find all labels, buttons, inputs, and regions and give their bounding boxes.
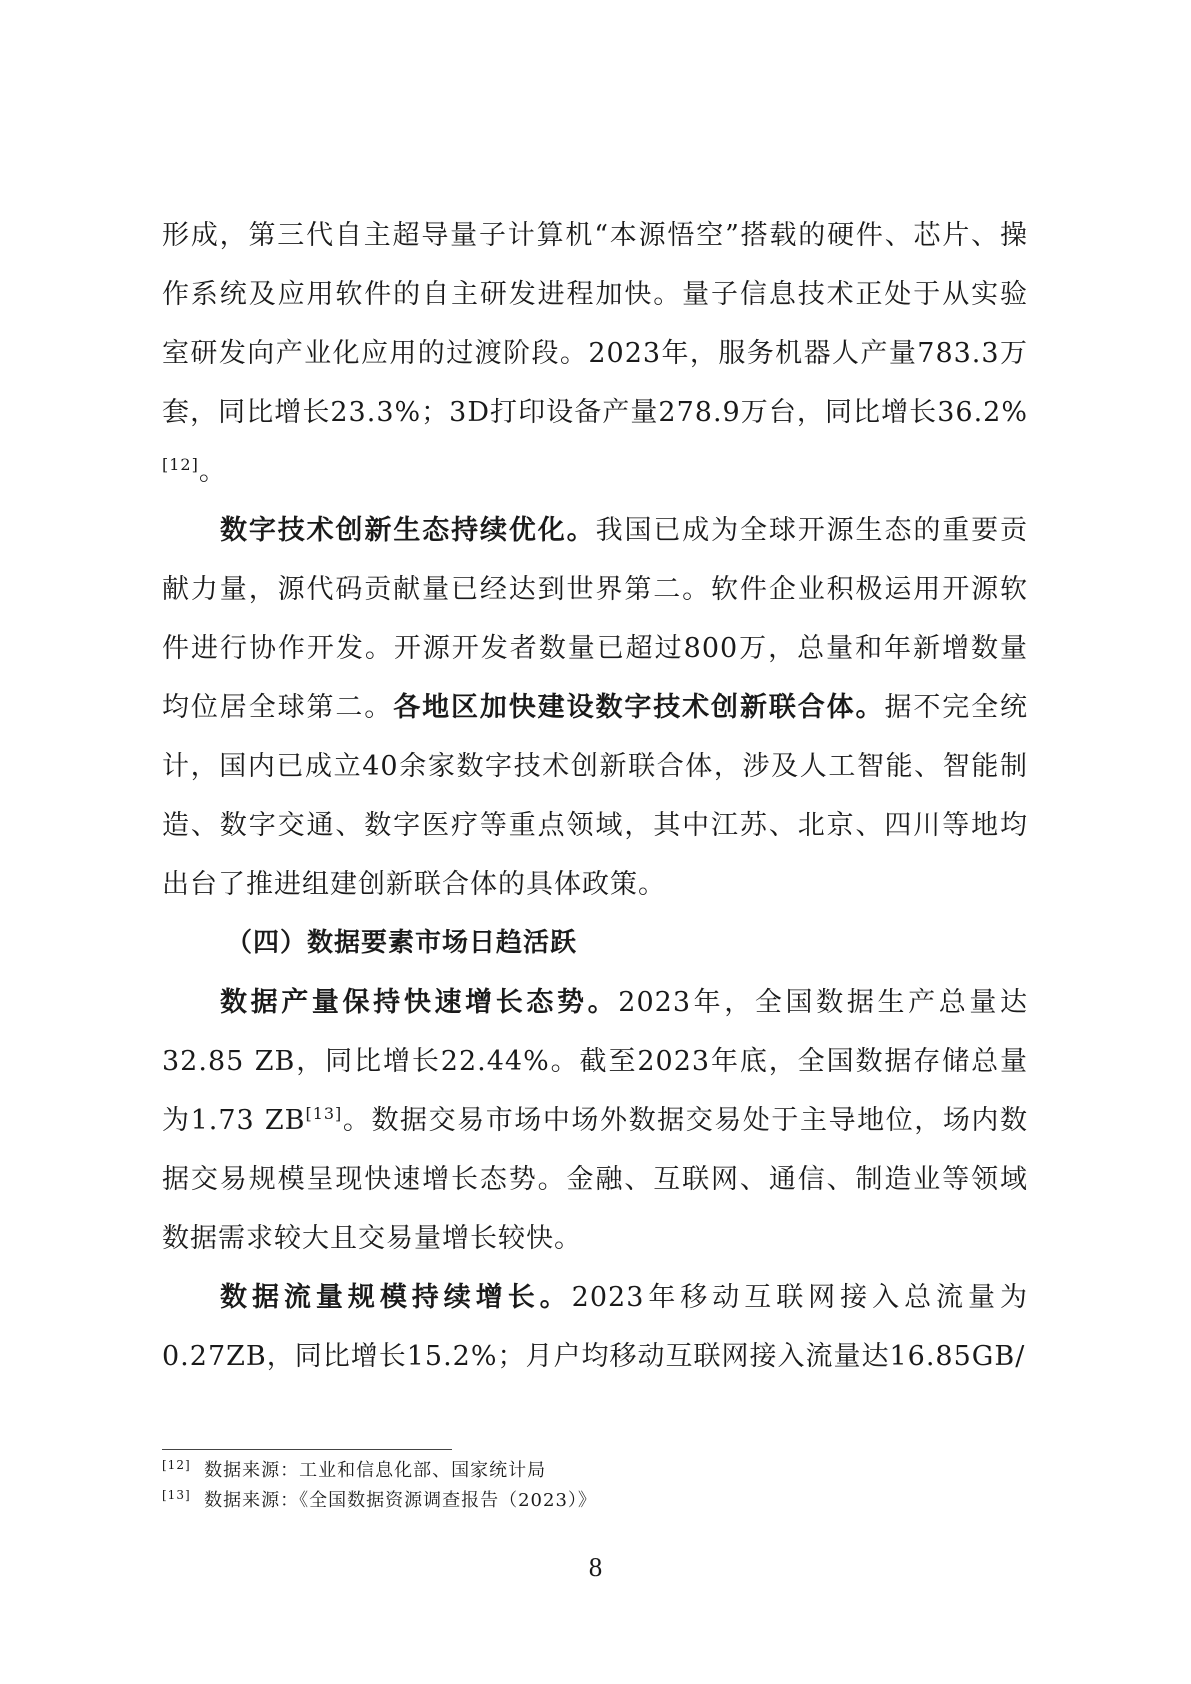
- paragraph-text: 2023年，全国数据生产总量达32.85 ZB，同比增长22.44%。截至2023年底，全国数据存储总量为1.73 ZB: [162, 987, 1028, 1136]
- footnotes: [162, 1456, 1028, 1516]
- footnote-divider: [162, 1449, 452, 1450]
- footnote-12: [162, 1456, 1028, 1486]
- paragraph-lead-secondary: 各地区加快建设数字技术创新联合体。: [393, 692, 885, 723]
- footnote-text: 数据来源：《全国数据资源调查报告（2023）》: [204, 1490, 597, 1511]
- body-text: [162, 206, 1028, 1386]
- footnote-ref-13[interactable]: [13]: [305, 1104, 343, 1123]
- footnote-text: 数据来源：工业和信息化部、国家统计局: [204, 1460, 547, 1481]
- paragraph-quantum-robotics: [162, 206, 1028, 501]
- footnote-marker: [13]: [162, 1488, 191, 1502]
- paragraph-text-end: 。数据交易市场中场外数据交易处于主导地位，场内数据交易规模呈现快速增长态势。金融、互联网、通信、制造业等领域数据需求较大且交易量增长较快。: [162, 1105, 1028, 1254]
- paragraph-text: 形成，第三代自主超导量子计算机“本源悟空”搭载的硬件、芯片、操作系统及应用软件的自主研发进程加快。量子信息技术正处于从实验室研发向产业化应用的过渡阶段。2023年，服务机器人产量783.3万套，同比增长23.3%；3D打印设备产量278.9万台，同比增长36.2%: [162, 220, 1028, 428]
- paragraph-text: 我国已成为全球开源生态的重要贡献力量，源代码贡献量已经达到世界第二。软件企业积极运用开源软件进行协作开发。开源开发者数量已超过800万，总量和年新增数量均位居全球第二。: [162, 515, 1029, 723]
- footnote-marker: [12]: [162, 1458, 191, 1472]
- page-number: 8: [588, 1552, 603, 1582]
- paragraph-lead: 数字技术创新生态持续优化。: [220, 515, 596, 546]
- paragraph-data-production: [162, 973, 1028, 1268]
- section-heading: （四）数据要素市场日趋活跃: [226, 928, 578, 958]
- footnote-13: [162, 1486, 1028, 1516]
- footnote-ref-12[interactable]: [12]: [162, 455, 199, 474]
- paragraph-lead: 数据产量保持快速增长态势。: [220, 987, 619, 1018]
- paragraph-innovation-ecosystem: [162, 501, 1028, 914]
- paragraph-text: 2023年移动互联网接入总流量为0.27ZB，同比增长15.2%；月户均移动互联网接入流量达16.85GB/: [162, 1282, 1028, 1372]
- paragraph-lead: 数据流量规模持续增长。: [220, 1282, 572, 1313]
- paragraph-text-end: 。: [198, 456, 227, 487]
- paragraph-data-traffic: [162, 1268, 1028, 1386]
- paragraph-text-secondary: 据不完全统计，国内已成立40余家数字技术创新联合体，涉及人工智能、智能制造、数字交通、数字医疗等重点领域，其中江苏、北京、四川等地均出台了推进组建创新联合体的具体政策。: [162, 692, 1029, 900]
